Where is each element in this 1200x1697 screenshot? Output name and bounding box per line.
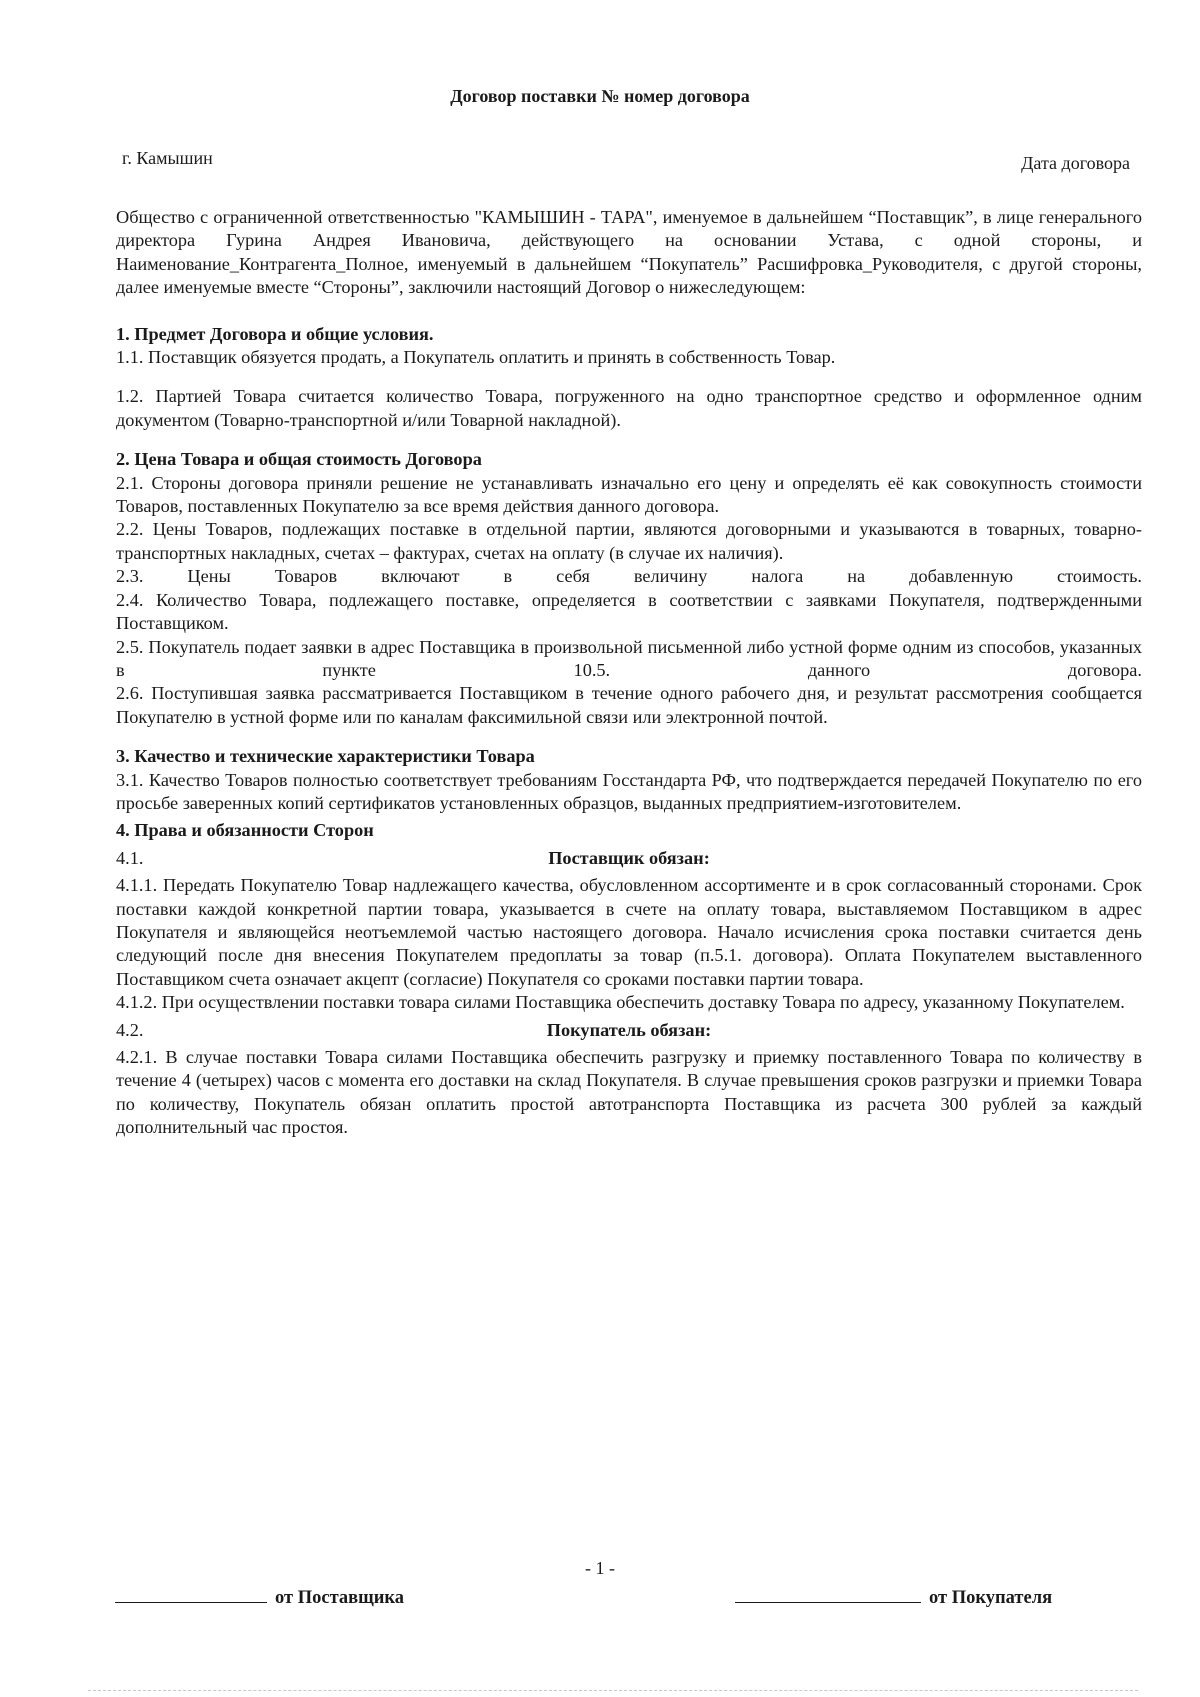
clause-3-1: 3.1. Качество Товаров полностью соответствует требованиям Госстандарта РФ, что подтверждается передачей Покупателю по его просьбе заверенных копий сертификатов установленных образцов, выданных предприятием-изготовителем. [116, 769, 1142, 813]
clause-2-1: 2.1. Стороны договора приняли решение не устанавливать изначально его цену и определять её как совокупность стоимости Товаров, поставленных Покупателю за все время действия данного договора. [116, 472, 1142, 517]
section-1-heading: 1. Предмет Договора и общие условия. [116, 323, 434, 344]
section-3-heading: 3. Качество и технические характеристики Товара [116, 746, 535, 767]
clause-2-4: 2.4. Количество Товара, подлежащего поставке, определяется в соответствии с заявками Покупателя, подтвержденными Поставщиком. [116, 589, 1142, 634]
contract-city: г. Камышин [122, 148, 213, 168]
clause-4-1-1: 4.1.1. Передать Покупателю Товар надлежащего качества, обусловленном ассортименте и в срок согласованный сторонами. Срок поставки каждой конкретной партии товара, указывается в счете на оплату товара, выставляемом Поставщиком в адрес Покупателя и являющейся неотъемлемой частью настоящего договора. Начало исчисления срока поставки считается день следующий после дня внесения Покупателем предоплаты за товар (п.5.1. договора). Оплата Покупателем выставленного Поставщиком счета означает акцепт (согласие) Покупателя со сроками поставки партии товара. [116, 875, 1142, 989]
contract-date: Дата договора [1021, 153, 1130, 173]
subsection-4-1-number: 4.1. [116, 847, 144, 868]
subsection-4-2 [116, 1019, 1142, 1042]
clause-2-5: 2.5. Покупатель подает заявки в адрес Поставщика в произвольной письменной либо устной форме одним из способов, указанных в пункте 10.5. данного договора. [116, 636, 1142, 680]
subsection-4-1 [116, 847, 1142, 870]
document-body [116, 206, 1142, 1140]
document-title: Договор поставки № номер договора [450, 86, 750, 106]
subsection-4-1-title: Поставщик обязан: [548, 847, 710, 868]
page-number: - 1 - [585, 1558, 615, 1578]
supplier-signature-label: от Поставщика [275, 1588, 405, 1608]
supplier-signature-line [115, 1601, 267, 1603]
preamble-paragraph: Общество с ограниченной ответственностью "КАМЫШИН - ТАРА", именуемое в дальнейшем “Поставщик”, в лице генерального директора Гурина Андрея Ивановича, действующего на основании Устава, с одной стороны, и Наименование_Контрагента_Полное, именуемый в дальнейшем “Покупатель” Расшифровка_Руководителя, с другой стороны, далее именуемые вместе “Стороны”, заключили настоящий Договор о нижеследующем: [116, 207, 1142, 298]
clause-4-1-2: 4.1.2. При осуществлении поставки товара силами Поставщика обеспечить доставку Товара по адресу, указанному Покупателем. [116, 992, 1125, 1013]
section-2-heading: 2. Цена Товара и общая стоимость Договора [116, 449, 482, 470]
buyer-signature-line [735, 1601, 921, 1603]
subsection-4-2-number: 4.2. [116, 1019, 144, 1040]
supplier-signature [115, 1588, 404, 1609]
clause-1-1: 1.1. Поставщик обязуется продать, а Покупатель оплатить и принять в собственность Товар. [116, 347, 836, 368]
scan-edge-line [88, 1690, 1138, 1691]
clause-4-2-1: 4.2.1. В случае поставки Товара силами Поставщика обеспечить разгрузку и приемку поставленного Товара по количеству в течение 4 (четырех) часов с момента его доставки на склад Покупателя. В случае превышения сроков разгрузки и приемки Товара по количеству, Покупатель обязан оплатить простой автотранспорта Поставщика из расчета 300 рублей за каждый дополнительный час простоя. [116, 1046, 1142, 1138]
buyer-signature [735, 1588, 1052, 1609]
buyer-signature-label: от Покупателя [929, 1588, 1053, 1608]
clause-2-2: 2.2. Цены Товаров, подлежащих поставке в отдельной партии, являются договорными и указываются в товарных, товарно-транспортных накладных, счетах – фактурах, счетах на оплату (в случае их наличия). [116, 519, 1142, 563]
subsection-4-2-title: Покупатель обязан: [546, 1019, 712, 1040]
section-4-heading: 4. Права и обязанности Сторон [116, 820, 374, 841]
clause-2-6: 2.6. Поступившая заявка рассматривается Поставщиком в течение одного рабочего дня, и результат рассмотрения сообщается Покупателю в устной форме или по каналам факсимильной связи или электронной почтой. [116, 683, 1142, 727]
clause-2-3: 2.3. Цены Товаров включают в себя величину налога на добавленную стоимость. [116, 566, 1142, 587]
clause-1-2: 1.2. Партией Товара считается количество Товара, погруженного на одно транспортное средство и оформленное одним документом (Товарно-транспортной и/или Товарной накладной). [116, 386, 1142, 430]
